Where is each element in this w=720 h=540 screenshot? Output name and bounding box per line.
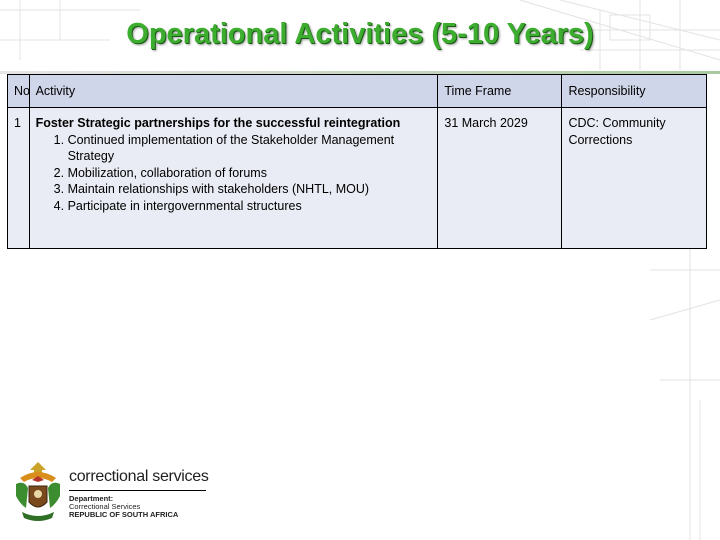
time-frame-value: 31 March 2029	[444, 116, 528, 130]
page-title: Operational Activities (5-10 Years)	[126, 18, 594, 50]
header-activity: Activity	[29, 75, 438, 108]
activity-title: Foster Strategic partnerships for the successful reintegration	[35, 116, 401, 130]
activity-item: 1. Continued implementation of the Stakeholder Management Strategy	[68, 132, 432, 165]
header-responsibility: Responsibility	[562, 75, 707, 108]
activity-list	[36, 132, 432, 215]
row-number: 1	[14, 116, 21, 130]
table-row	[8, 108, 707, 249]
activity-item: 2. Mobilization, collaboration of forums	[68, 165, 432, 182]
logo-department-name: Correctional Services	[69, 502, 141, 511]
logo-country: REPUBLIC OF SOUTH AFRICA	[69, 510, 179, 519]
row-time-frame	[438, 108, 562, 249]
department-logo	[12, 460, 212, 524]
header-time-frame: Time Frame	[438, 75, 562, 108]
table-header-row	[8, 75, 707, 108]
header-no: No	[8, 75, 30, 108]
row-no	[8, 108, 30, 249]
logo-divider	[69, 490, 206, 491]
logo-department-label: Department:	[69, 494, 114, 503]
logo-wordmark: correctional services	[69, 468, 209, 485]
row-activity	[29, 108, 438, 249]
responsibility-value: CDC: Community Corrections	[568, 116, 666, 147]
activities-table	[7, 74, 707, 249]
coat-of-arms-icon	[12, 460, 64, 524]
row-responsibility	[562, 108, 707, 249]
activity-item: 3. Maintain relationships with stakeholders (NHTL, MOU)	[68, 181, 432, 198]
activity-item: 4. Participate in intergovernmental structures	[68, 198, 432, 215]
